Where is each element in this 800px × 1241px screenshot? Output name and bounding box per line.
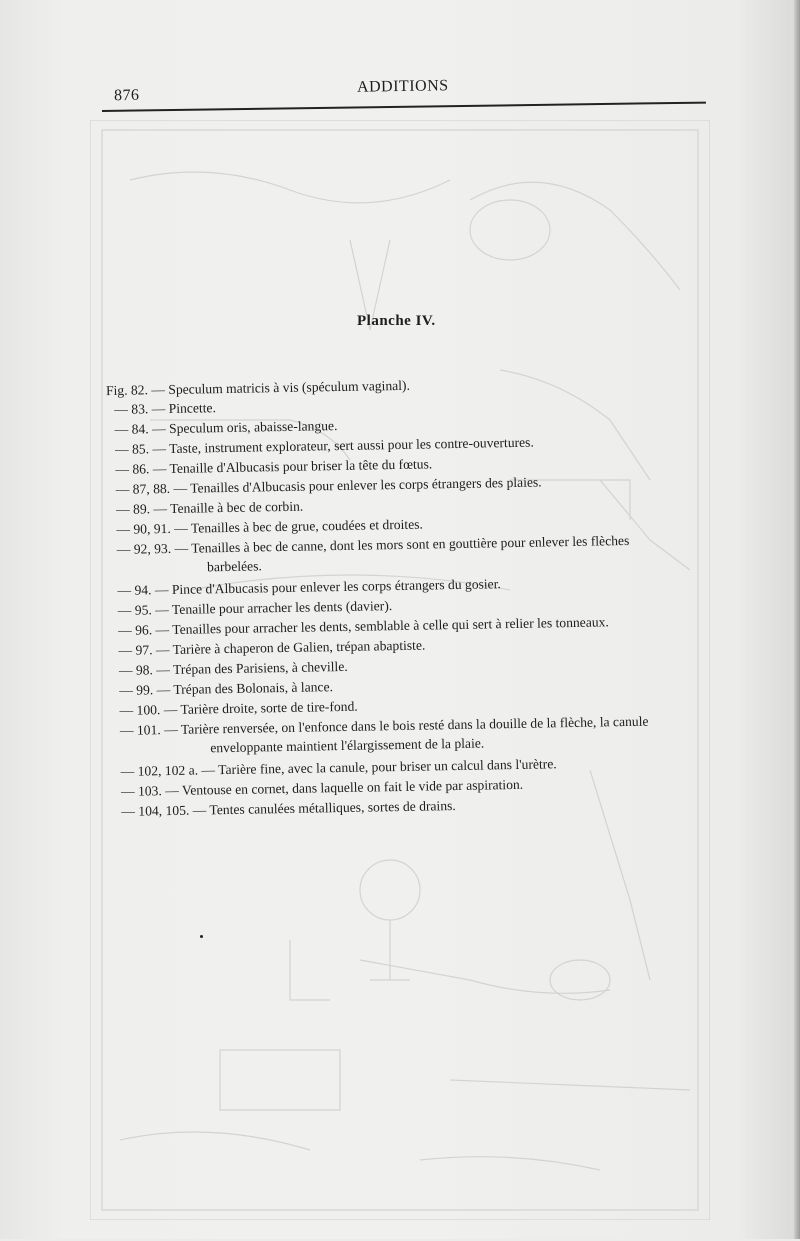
list-item (117, 577, 501, 597)
list-item (118, 599, 393, 617)
figure-description: Ventouse en cornet, dans laquelle on fait le vide par aspiration. (181, 776, 524, 798)
list-item (106, 379, 410, 398)
figure-ref: — 104, 105. — (121, 802, 207, 819)
figure-ref: Fig. 82. — (105, 382, 166, 399)
figure-ref: — 101. — (119, 721, 178, 738)
list-item (115, 436, 534, 457)
figure-ref: — 84. — (114, 421, 166, 437)
page-edge-shadow (794, 0, 800, 1239)
list-item (116, 500, 303, 517)
figure-description: Tarière à chaperon de Galien, trépan abaptiste. (172, 637, 426, 657)
figure-description: Tenailles pour arracher les dents, semblable à celle qui sert à relier les tonneaux. (172, 614, 609, 637)
figure-ref: — 85. — (114, 441, 167, 457)
running-head: ADDITIONS (356, 77, 449, 96)
figure-ref: — 86. — (115, 461, 167, 477)
figure-ref: — 103. — (120, 782, 179, 799)
list-item (121, 799, 456, 818)
figure-ref: — 94. — (117, 582, 169, 598)
figure-description: Pince d'Albucasis pour enlever les corps étrangers du gosier. (171, 576, 501, 597)
figure-ref: — 102, 102 a. — (120, 762, 216, 779)
figure-ref: — 90, 91. — (116, 520, 188, 537)
figure-ref: — 89. — (115, 501, 168, 517)
figure-description: Pincette. (168, 400, 217, 416)
list-item (116, 475, 542, 496)
list-item (121, 778, 523, 799)
list-item (115, 457, 432, 476)
figure-description: Speculum oris, abaisse-langue. (168, 418, 338, 436)
figure-description: Tenailles à bec de canne, dont les mors sont en gouttière pour enlever les flèches (191, 532, 630, 556)
figure-description: Tarière droite, sorte de tire-fond. (180, 698, 358, 717)
figure-ref: — 98. — (118, 661, 171, 678)
figure-ref: — 92, 93. — (116, 540, 189, 557)
plate-title: Planche IV. (357, 313, 436, 329)
figure-ref: — 97. — (118, 642, 170, 658)
page-number: 876 (113, 86, 140, 105)
figure-ref: — 100. — (119, 701, 178, 718)
list-item (118, 639, 425, 658)
figure-description: Tentes canulées métalliques, sortes de drains. (209, 798, 456, 818)
figure-ref: — 83. — (114, 401, 166, 417)
list-item (119, 660, 348, 678)
figure-ref: — 87, 88. — (115, 480, 188, 497)
figure-description-continuation: enveloppante maintient l'élargissement de la plaie. (210, 735, 485, 756)
figure-description: Tarière renversée, on l'enfonce dans le bois resté dans la douille de la flèche, la canule (180, 713, 649, 737)
list-item (119, 713, 649, 756)
figure-description: Tenaille à bec de corbin. (170, 498, 304, 516)
figure-ref: — 95. — (117, 602, 169, 618)
list-item (116, 518, 423, 537)
figure-description: Tenailles à bec de grue, coudées et droites. (190, 516, 423, 536)
list-item (121, 757, 557, 778)
ink-speck (200, 935, 203, 938)
figure-description: Tenaille pour arracher les dents (davier). (171, 598, 393, 617)
figure-ref: — 96. — (118, 622, 170, 638)
figure-description: Trépan des Bolonais, à lance. (173, 679, 334, 697)
figure-description-continuation: barbelées. (206, 558, 262, 575)
figure-description: Taste, instrument explorateur, sert aussi pour les contre-ouvertures. (169, 434, 534, 456)
figure-description: Tenailles d'Albucasis pour enlever les corps étrangers des plaies. (190, 474, 542, 496)
list-item (118, 615, 609, 637)
list-item (116, 532, 630, 575)
figure-description: Tenaille d'Albucasis pour briser la tête du fœtus. (169, 456, 433, 476)
figure-description: Speculum matricis à vis (spéculum vaginal). (168, 377, 411, 397)
list-item (114, 401, 216, 416)
figure-description: Tarière fine, avec la canule, pour briser un calcul dans l'urètre. (218, 756, 557, 778)
list-item (119, 680, 333, 697)
list-item (115, 419, 338, 436)
list-item (119, 700, 357, 718)
figure-ref: — 99. — (119, 681, 171, 698)
figure-description: Trépan des Parisiens, à cheville. (172, 658, 348, 677)
